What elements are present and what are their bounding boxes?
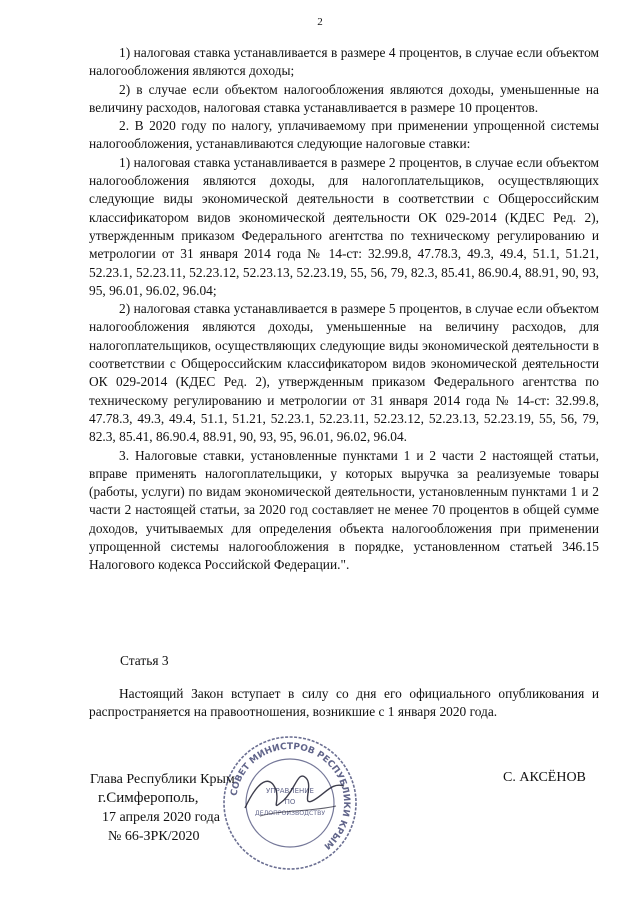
svg-text:ДЕЛОПРОИЗВОДСТВУ: ДЕЛОПРОИЗВОДСТВУ — [254, 810, 326, 817]
page-number: 2 — [317, 16, 323, 28]
paragraph: 2. В 2020 году по налогу, уплачиваемому при применении упрощенной системы налогообложения, устанавливаются следующие налоговые ставки: — [89, 118, 599, 152]
paragraph: 2) налоговая ставка устанавливается в размере 5 процентов, в случае если объектом налогообложения являются доходы, уменьшенные на величину расходов, для налогоплательщиков, осуществляющих следующие виды экономической деятельности в соответствии с Общероссийским классификатором видов экономической деятельности ОК 029-2014 (КДЕС Ред. 2), утвержденным приказом Федерального агентства по техническому регулированию и метрологии от 31 января 2014 года № 14-ст: 32.99.8, 47.78.3, 49.3, 49.4, 51.1, 51.21, 52.23.1, 52.23.11, 52.23.12, 52.23.13, 52.23.19, 55, 56, 79, 82.3, 85.41, 86.90.4, 88.91, 90, 93, 95, 96.01, 96.02, 96.04. — [89, 301, 599, 445]
signature-icon — [240, 760, 350, 830]
article-heading: Статья 3 — [120, 653, 169, 668]
article-text — [89, 685, 599, 722]
paragraph: 3. Налоговые ставки, установленные пунктами 1 и 2 части 2 настоящей статьи, вправе применять налогоплательщики, у которых выручка за реализуемые товары (работы, услуги) по видам экономической деятельности, установленным пунктами 1 и 2 части 2 настоящей статьи, за 2020 год составляет не менее 70 процентов в общей сумме доходов, учитываемых для определения объекта налогообложения при применении упрощенной системы налогообложения в порядке, установленном статьей 346.15 Налогового кодекса Российской Федерации.". — [89, 447, 599, 573]
svg-text:УПРАВЛЕНИЕ: УПРАВЛЕНИЕ — [266, 787, 314, 795]
signature-block — [90, 770, 235, 846]
law-body — [89, 44, 599, 575]
signing-city: г.Симферополь, — [98, 790, 199, 806]
paragraph: Настоящий Закон вступает в силу со дня его официального опубликования и распространяется на правоотношения, возникшие с 1 января 2020 года. — [89, 686, 599, 720]
paragraph: 1) налоговая ставка устанавливается в размере 4 процентов, в случае если объектом налогообложения являются доходы; — [89, 45, 599, 79]
handwritten-signature — [240, 760, 350, 830]
svg-text:СОВЕТ МИНИСТРОВ РЕСПУБЛИКИ КРЫ: СОВЕТ МИНИСТРОВ РЕСПУБЛИКИ КРЫМ — [229, 741, 352, 851]
law-number: № 66-ЗРК/2020 — [108, 829, 200, 844]
paragraph: 1) налоговая ставка устанавливается в размере 2 процентов, в случае если объектом налогообложения являются доходы, для налогоплательщиков, осуществляющих следующие виды экономической деятельности в соответствии с Общероссийским классификатором видов экономической деятельности ОК 029-2014 (КДЕС Ред. 2), утвержденным приказом Федерального агентства по техническому регулированию и метрологии от 31 января 2014 года № 14-ст: 32.99.8, 47.78.3, 49.3, 49.4, 51.1, 51.21, 52.23.1, 52.23.11, 52.23.12, 52.23.13, 52.23.19, 55, 56, 79, 82.3, 85.41, 86.90.4, 88.91, 90, 93, 95, 96.01, 96.02, 96.04; — [89, 154, 599, 298]
svg-text:ПО: ПО — [284, 798, 296, 806]
paragraph: 2) в случае если объектом налогообложения являются доходы, уменьшенные на величину расходов, налоговая ставка устанавливается в размере 10 процентов. — [89, 81, 599, 115]
signer-name: С. АКСЁНОВ — [503, 770, 586, 785]
signer-position: Глава Республики Крым — [90, 772, 235, 787]
signing-date: 17 апреля 2020 года — [102, 810, 220, 825]
